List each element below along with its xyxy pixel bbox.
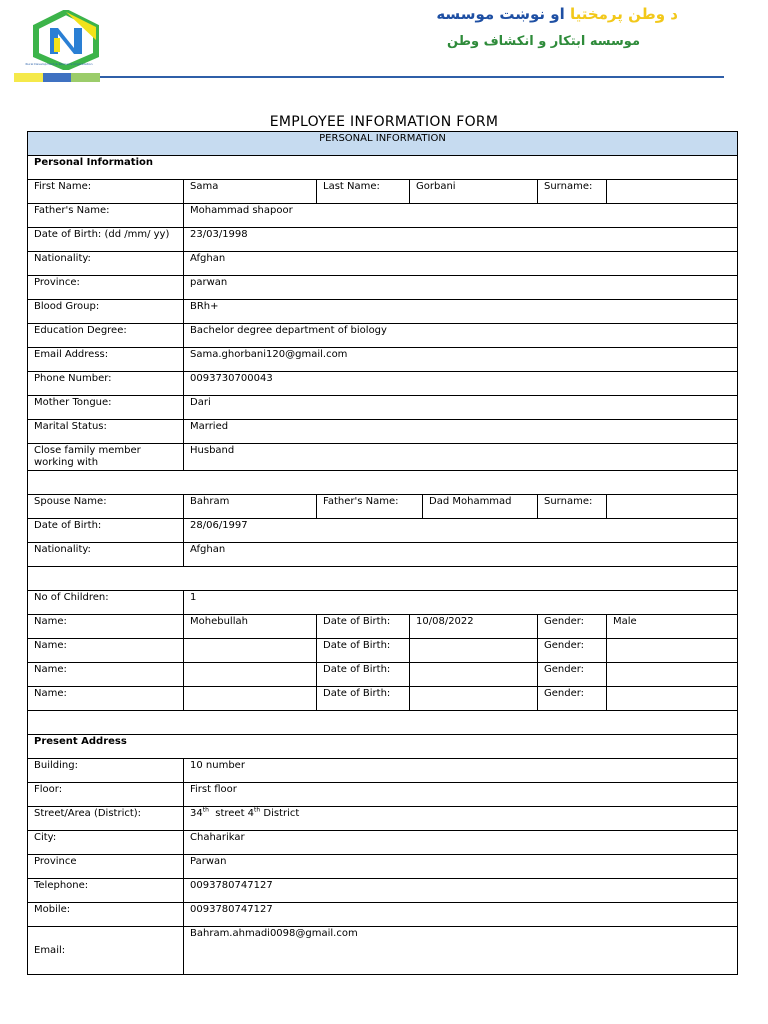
surname-label: Surname: bbox=[538, 180, 607, 204]
child-name-field[interactable]: Mohebullah bbox=[184, 615, 317, 639]
nationality-label: Nationality: bbox=[28, 252, 184, 276]
child-gender-label: Gender: bbox=[538, 615, 607, 639]
blood-group-field[interactable]: BRh+ bbox=[184, 300, 738, 324]
street-text: street 4 bbox=[208, 808, 255, 819]
education-label: Education Degree: bbox=[28, 324, 184, 348]
mobile-field[interactable]: 0093780747127 bbox=[184, 903, 738, 927]
spouse-dob-field[interactable]: 28/06/1997 bbox=[184, 519, 738, 543]
employee-form-table bbox=[27, 131, 738, 975]
building-field[interactable]: 10 number bbox=[184, 759, 738, 783]
section-header: PERSONAL INFORMATION bbox=[28, 132, 738, 156]
last-name-label: Last Name: bbox=[317, 180, 410, 204]
spacer-row bbox=[28, 471, 738, 495]
org-name-pashto-a: د وطن پرمختیا bbox=[569, 5, 678, 23]
child-dob-label: Date of Birth: bbox=[317, 639, 410, 663]
city-label: City: bbox=[28, 831, 184, 855]
child-gender-label: Gender: bbox=[538, 663, 607, 687]
dob-label: Date of Birth: (dd /mm/ yy) bbox=[28, 228, 184, 252]
spacer-row bbox=[28, 567, 738, 591]
children-count-label: No of Children: bbox=[28, 591, 184, 615]
province-field[interactable]: parwan bbox=[184, 276, 738, 300]
spouse-surname-label: Surname: bbox=[538, 495, 607, 519]
header-rule bbox=[100, 76, 724, 78]
child-name-field[interactable] bbox=[184, 687, 317, 711]
child-dob-field[interactable] bbox=[410, 639, 538, 663]
child-gender-field[interactable] bbox=[607, 639, 738, 663]
mother-tongue-label: Mother Tongue: bbox=[28, 396, 184, 420]
child-name-label: Name: bbox=[28, 663, 184, 687]
child-dob-label: Date of Birth: bbox=[317, 615, 410, 639]
child-dob-label: Date of Birth: bbox=[317, 663, 410, 687]
marital-status-label: Marital Status: bbox=[28, 420, 184, 444]
province-label: Province: bbox=[28, 276, 184, 300]
spacer-row bbox=[28, 711, 738, 735]
spouse-father-label: Father's Name: bbox=[317, 495, 423, 519]
child-name-field[interactable] bbox=[184, 639, 317, 663]
father-name-label: Father's Name: bbox=[28, 204, 184, 228]
spouse-nationality-label: Nationality: bbox=[28, 543, 184, 567]
nationality-field[interactable]: Afghan bbox=[184, 252, 738, 276]
district-text: District bbox=[260, 808, 300, 819]
address-province-field[interactable]: Parwan bbox=[184, 855, 738, 879]
spouse-name-label: Spouse Name: bbox=[28, 495, 184, 519]
building-label: Building: bbox=[28, 759, 184, 783]
child-gender-field[interactable] bbox=[607, 687, 738, 711]
education-field[interactable]: Bachelor degree department of biology bbox=[184, 324, 738, 348]
child-gender-field[interactable] bbox=[607, 663, 738, 687]
email-field[interactable]: Sama.ghorbani120@gmail.com bbox=[184, 348, 738, 372]
address-email-field[interactable]: Bahram.ahmadi0098@gmail.com bbox=[184, 927, 738, 975]
address-subheading: Present Address bbox=[28, 735, 738, 759]
family-member-field[interactable]: Husband bbox=[184, 444, 738, 471]
district-ordinal: th bbox=[254, 806, 261, 814]
child-dob-label: Date of Birth: bbox=[317, 687, 410, 711]
city-field[interactable]: Chaharikar bbox=[184, 831, 738, 855]
personal-subheading: Personal Information bbox=[28, 156, 738, 180]
family-member-label: Close family member working with bbox=[28, 444, 184, 471]
spouse-nationality-field[interactable]: Afghan bbox=[184, 543, 738, 567]
org-name-pashto bbox=[436, 5, 678, 23]
child-name-label: Name: bbox=[28, 639, 184, 663]
org-name-dari: موسسه ابتکار و انکشاف وطن bbox=[447, 34, 640, 49]
address-email-label: Email: bbox=[28, 927, 184, 975]
spouse-name-field[interactable]: Bahram bbox=[184, 495, 317, 519]
street-field[interactable] bbox=[184, 807, 738, 831]
blood-group-label: Blood Group: bbox=[28, 300, 184, 324]
last-name-field[interactable]: Gorbani bbox=[410, 180, 538, 204]
child-gender-label: Gender: bbox=[538, 687, 607, 711]
child-dob-field[interactable] bbox=[410, 687, 538, 711]
child-dob-field[interactable]: 10/08/2022 bbox=[410, 615, 538, 639]
org-name-pashto-b: او نوښت موسسه bbox=[436, 5, 565, 23]
email-label: Email Address: bbox=[28, 348, 184, 372]
organization-logo bbox=[30, 10, 102, 70]
marital-status-field[interactable]: Married bbox=[184, 420, 738, 444]
father-name-field[interactable]: Mohammad shapoor bbox=[184, 204, 738, 228]
telephone-label: Telephone: bbox=[28, 879, 184, 903]
child-name-label: Name: bbox=[28, 687, 184, 711]
street-number: 34 bbox=[190, 808, 203, 819]
spouse-dob-label: Date of Birth: bbox=[28, 519, 184, 543]
child-name-label: Name: bbox=[28, 615, 184, 639]
logo-caption: Rural Development & Women's Organization bbox=[25, 62, 93, 66]
floor-label: Floor: bbox=[28, 783, 184, 807]
address-province-label: Province bbox=[28, 855, 184, 879]
telephone-field[interactable]: 0093780747127 bbox=[184, 879, 738, 903]
surname-field[interactable] bbox=[607, 180, 738, 204]
first-name-field[interactable]: Sama bbox=[184, 180, 317, 204]
brand-color-bars bbox=[14, 73, 100, 82]
mobile-label: Mobile: bbox=[28, 903, 184, 927]
floor-field[interactable]: First floor bbox=[184, 783, 738, 807]
phone-field[interactable]: 0093730700043 bbox=[184, 372, 738, 396]
mother-tongue-field[interactable]: Dari bbox=[184, 396, 738, 420]
dob-field[interactable]: 23/03/1998 bbox=[184, 228, 738, 252]
first-name-label: First Name: bbox=[28, 180, 184, 204]
spouse-surname-field[interactable] bbox=[607, 495, 738, 519]
child-gender-field[interactable]: Male bbox=[607, 615, 738, 639]
form-title: EMPLOYEE INFORMATION FORM bbox=[269, 114, 499, 130]
street-label: Street/Area (District): bbox=[28, 807, 184, 831]
child-gender-label: Gender: bbox=[538, 639, 607, 663]
street-ordinal: th bbox=[202, 806, 209, 814]
child-dob-field[interactable] bbox=[410, 663, 538, 687]
children-count-field[interactable]: 1 bbox=[184, 591, 738, 615]
spouse-father-field[interactable]: Dad Mohammad bbox=[423, 495, 538, 519]
phone-label: Phone Number: bbox=[28, 372, 184, 396]
child-name-field[interactable] bbox=[184, 663, 317, 687]
